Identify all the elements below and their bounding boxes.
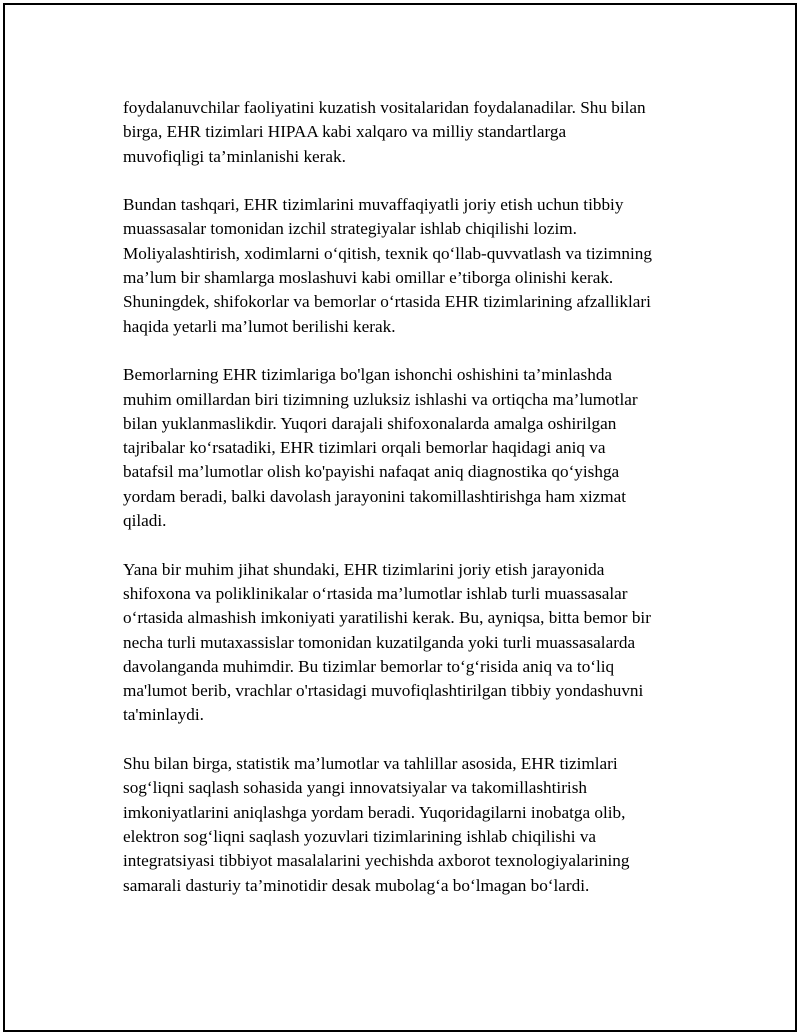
- paragraph-3: [123, 363, 703, 533]
- text-line: davolanganda muhimdir. Bu tizimlar bemorlar to‘g‘risida aniq va to‘liq: [123, 656, 615, 676]
- text-line: qiladi.: [123, 511, 167, 531]
- text-line: yordam beradi, balki davolash jarayonini takomillashtirishga ham xizmat: [123, 486, 627, 506]
- text-line: birga, EHR tizimlari HIPAA kabi xalqaro va milliy standartlarga: [123, 122, 567, 142]
- text-line: batafsil ma’lumotlar olish ko'payishi nafaqat aniq diagnostika qo‘yishga: [123, 462, 620, 482]
- text-line: Bemorlarning EHR tizimlariga bo'lgan ishonchi oshishini ta’minlashda: [123, 365, 613, 385]
- paragraph-2: [123, 193, 703, 339]
- text-line: ma'lumot berib, vrachlar o'rtasidagi muvofiqlashtirilgan tibbiy yondashuvni: [123, 681, 644, 701]
- text-line: shifoxona va poliklinikalar o‘rtasida ma’lumotlar ishlab turli muassasalar: [123, 583, 628, 603]
- text-line: muhim omillardan biri tizimning uzluksiz ishlashi va ortiqcha ma’lumotlar: [123, 389, 638, 409]
- text-line: Bundan tashqari, EHR tizimlarini muvaffaqiyatli joriy etish uchun tibbiy: [123, 195, 624, 215]
- text-line: ma’lum bir shamlarga moslashuvi kabi omillar e’tiborga olinishi kerak.: [123, 268, 614, 288]
- text-line: Yana bir muhim jihat shundaki, EHR tizimlarini joriy etish jarayonida: [123, 559, 605, 579]
- paragraph-1: [123, 96, 703, 169]
- text-line: foydalanuvchilar faoliyatini kuzatish vositalaridan foydalanadilar. Shu bilan: [123, 98, 646, 117]
- text-line: tajribalar ko‘rsatadiki, EHR tizimlari orqali bemorlar haqidagi aniq va: [123, 438, 606, 458]
- text-line: Shuningdek, shifokorlar va bemorlar o‘rtasida EHR tizimlarining afzalliklari: [123, 292, 651, 312]
- text-line: ta'minlaydi.: [123, 705, 204, 725]
- text-line: elektron sog‘liqni saqlash yozuvlari tizimlarining ishlab chiqilishi va: [123, 826, 597, 846]
- text-line: samarali dasturiy ta’minotidir desak mubolag‘a bo‘lmagan bo‘lardi.: [123, 875, 590, 895]
- text-line: haqida yetarli ma’lumot berilishi kerak.: [123, 316, 396, 336]
- text-line: muassasalar tomonidan izchil strategiyalar ishlab chiqilishi lozim.: [123, 219, 577, 239]
- document-body: [123, 96, 703, 922]
- text-line: muvofiqligi ta’minlanishi kerak.: [123, 146, 346, 166]
- text-line: integratsiyasi tibbiyot masalalarini yechishda axborot texnologiyalarining: [123, 851, 630, 871]
- text-line: imkoniyatlarini aniqlashga yordam beradi. Yuqoridagilarni inobatga olib,: [123, 802, 626, 822]
- text-line: o‘rtasida almashish imkoniyati yaratilishi kerak. Bu, ayniqsa, bitta bemor bir: [123, 608, 651, 628]
- text-line: bilan yuklanmaslikdir. Yuqori darajali shifoxonalarda amalga oshirilgan: [123, 413, 617, 433]
- page-frame: [3, 3, 797, 1032]
- paragraph-4: [123, 558, 703, 728]
- paragraph-5: [123, 752, 703, 898]
- text-line: Shu bilan birga, statistik ma’lumotlar va tahlillar asosida, EHR tizimlari: [123, 754, 618, 774]
- text-line: Moliyalashtirish, xodimlarni o‘qitish, texnik qo‘llab-quvvatlash va tizimning: [123, 243, 652, 263]
- text-line: necha turli mutaxassislar tomonidan kuzatilganda yoki turli muassasalarda: [123, 632, 636, 652]
- text-line: sog‘liqni saqlash sohasida yangi innovatsiyalar va takomillashtirish: [123, 778, 587, 798]
